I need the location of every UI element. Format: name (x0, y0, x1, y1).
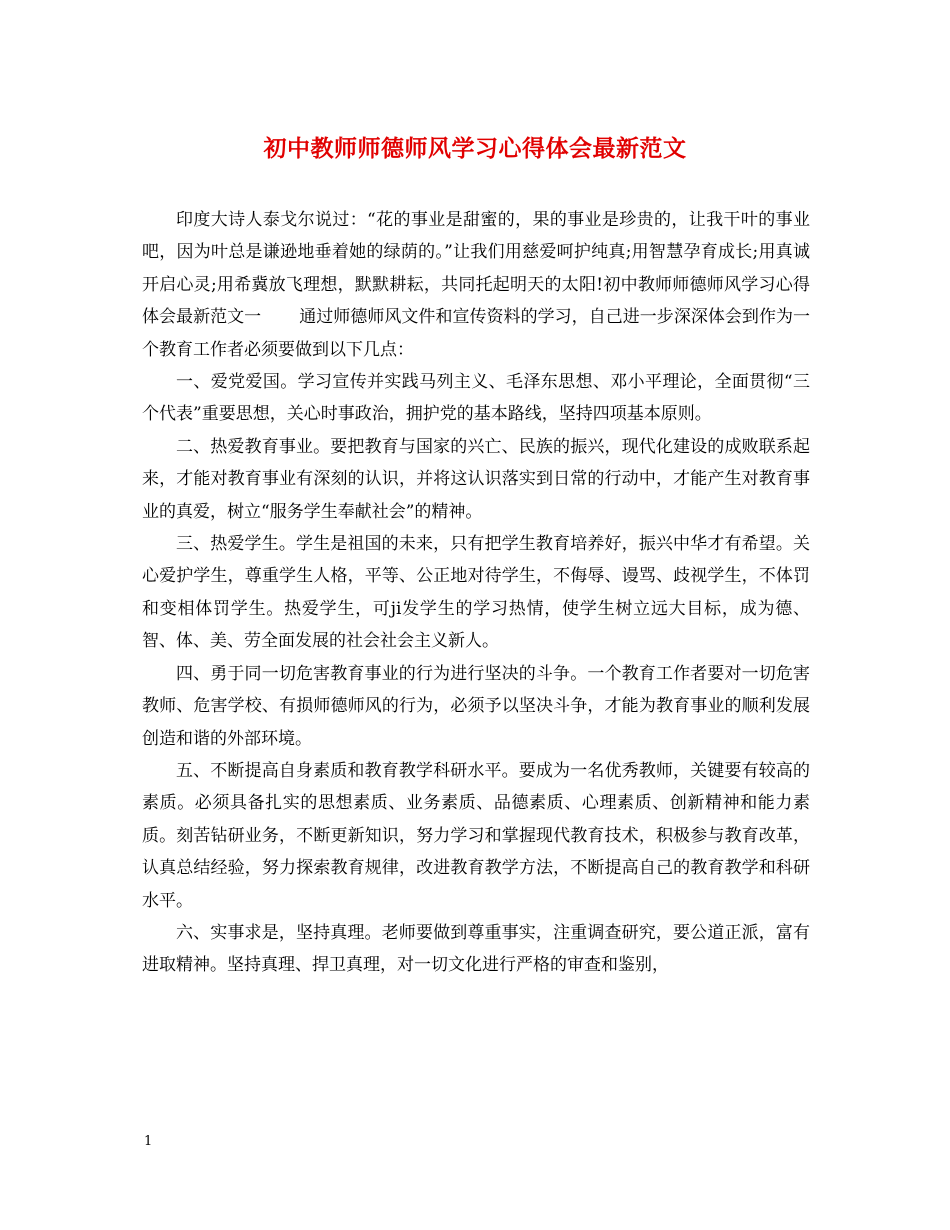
paragraph-1: 一、爱党爱国。学习宣传并实践马列主义、毛泽东思想、邓小平理论，全面贯彻“三个代表”重要思想，关心时事政治，拥护党的基本路线，坚持四项基本原则。 (142, 372, 810, 425)
document-body (142, 204, 810, 982)
paragraph-intro (142, 204, 810, 366)
paragraph-intro-part-1: 印度大诗人泰戈尔说过：“花的事业是甜蜜的，果的事业是珍贵的，让我干叶的事业吧，因为叶总是谦逊地垂着她的绿荫的。”让我们用慈爱呵护纯真;用智慧孕育成长;用真诚开启心灵;用希冀放飞理想，默默耕耘，共同托起明天的太阳!初中教师师德师风学习心得体会最新范文一 (142, 210, 810, 328)
page-number: 1 (144, 1134, 153, 1149)
paragraph-2: 二、热爱教育事业。要把教育与国家的兴亡、民族的振兴，现代化建设的成败联系起来，才能对教育事业有深刻的认识，并将这认识落实到日常的行动中，才能产生对教育事业的真爱，树立“服务学生奉献社会”的精神。 (142, 436, 810, 522)
paragraph-4: 四、勇于同一切危害教育事业的行为进行坚决的斗争。一个教育工作者要对一切危害教师、危害学校、有损师德师风的行为，必须予以坚决斗争，才能为教育事业的顺利发展创造和谐的外部环境。 (142, 663, 810, 749)
paragraph-5: 五、不断提高自身素质和教育教学科研水平。要成为一名优秀教师，关键要有较高的素质。必须具备扎实的思想素质、业务素质、品德素质、心理素质、创新精神和能力素质。刻苦钻研业务，不断更新知识，努力学习和掌握现代教育技术，积极参与教育改革，认真总结经验，努力探索教育规律，改进教育教学方法，不断提高自己的教育教学和科研水平。 (142, 760, 810, 911)
paragraph-intro-part-2: 通过师德师风文件和宣传资料的学习，自己进一步深深体会到作为一个教育工作者必须要做到以下几点： (142, 307, 811, 360)
paragraph-6: 六、实事求是，坚持真理。老师要做到尊重事实，注重调查研究，要公道正派，富有进取精神。坚持真理、捍卫真理，对一切文化进行严格的审查和鉴别， (142, 922, 810, 976)
document-title: 初中教师师德师风学习心得体会最新范文 (263, 135, 687, 162)
paragraph-3: 三、热爱学生。学生是祖国的未来，只有把学生教育培养好，振兴中华才有希望。关心爱护学生，尊重学生人格，平等、公正地对待学生，不侮辱、谩骂、歧视学生，不体罚和变相体罚学生。热爱学生，可ji发学生的学习热情，使学生树立远大目标，成为德、智、体、美、劳全面发展的社会社会主义新人。 (142, 534, 810, 652)
